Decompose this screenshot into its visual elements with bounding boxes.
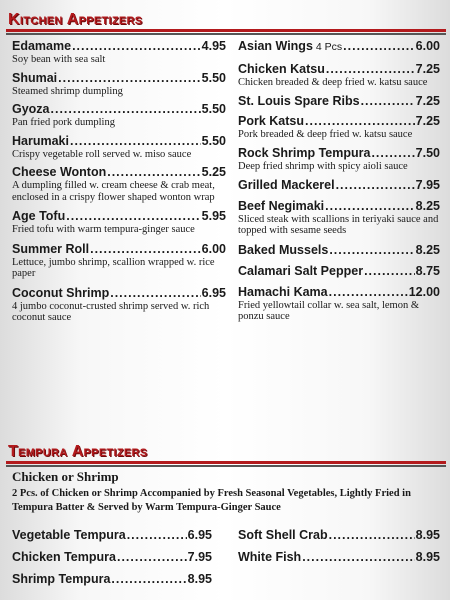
dot-leader xyxy=(127,528,187,543)
menu-item-row xyxy=(238,114,440,129)
menu-item-price: 7.25 xyxy=(415,113,440,128)
menu-item-row xyxy=(12,39,226,54)
menu-item-name xyxy=(238,550,301,565)
dot-leader xyxy=(371,146,414,161)
menu-item xyxy=(12,102,226,129)
kitchen-left-column xyxy=(12,39,226,324)
menu-item-name-text: Coconut Shrimp xyxy=(12,285,110,300)
menu-item xyxy=(12,39,226,66)
menu-item-price: 8.95 xyxy=(187,572,212,586)
menu-item-name xyxy=(238,114,304,129)
menu-item-name xyxy=(12,242,89,257)
menu-item-price: 5.50 xyxy=(201,70,226,85)
menu-item-name xyxy=(12,102,50,117)
menu-item-name-text: Soft Shell Crab xyxy=(238,528,328,542)
menu-item-price: 7.50 xyxy=(415,146,440,160)
menu-item-description: Crispy vegetable roll served w. miso sauce xyxy=(12,148,192,160)
menu-item-price: 7.95 xyxy=(415,177,440,192)
menu-item xyxy=(238,94,440,109)
kitchen-appetizers-header xyxy=(6,8,446,32)
menu-item-name-text: Asian Wings xyxy=(238,39,313,53)
menu-item-name-text: Hamachi Kama xyxy=(238,284,328,299)
menu-item-name-text: Shumai xyxy=(12,70,58,85)
dot-leader xyxy=(329,528,415,543)
dot-leader xyxy=(90,242,201,257)
menu-item-price: 6.00 xyxy=(415,39,440,53)
menu-item-row xyxy=(12,528,212,543)
menu-item xyxy=(238,39,440,55)
menu-item xyxy=(238,528,440,543)
menu-item-name-text: Baked Mussels xyxy=(238,242,329,257)
menu-item-name xyxy=(12,286,109,301)
menu-item xyxy=(12,242,226,280)
menu-item xyxy=(238,199,440,237)
menu-item-row xyxy=(12,286,226,301)
menu-item-description: Fried tofu with warm tempura-ginger sauce xyxy=(12,224,195,235)
menu-item-row xyxy=(238,146,440,161)
dot-leader xyxy=(326,62,415,77)
menu-item-price: 5.25 xyxy=(201,165,226,179)
menu-item-price: 6.95 xyxy=(187,528,212,542)
menu-item-name xyxy=(238,39,342,55)
dot-leader xyxy=(325,199,415,214)
menu-item-price: 5.50 xyxy=(201,133,226,148)
dot-leader xyxy=(110,286,200,301)
dot-leader xyxy=(111,572,186,587)
menu-item-name-text: Harumaki xyxy=(12,133,69,148)
menu-item xyxy=(238,114,440,141)
menu-item xyxy=(238,146,440,173)
menu-item-row xyxy=(238,528,440,543)
dot-leader xyxy=(117,550,187,565)
menu-item-description: Fried yellowtail collar w. sea salt, lemon & ponzu sauce xyxy=(238,299,419,322)
menu-item-row xyxy=(12,209,226,224)
menu-item xyxy=(238,285,440,323)
menu-item xyxy=(12,550,212,565)
menu-item-name xyxy=(12,572,110,587)
menu-item-name-text: Gyoza xyxy=(12,102,50,116)
menu-item-name-text: Calamari Salt Pepper xyxy=(238,263,364,278)
menu-item-price: 5.95 xyxy=(201,209,226,223)
dot-leader xyxy=(361,94,415,109)
menu-item-name-text: Rock Shrimp Tempura xyxy=(238,146,371,160)
menu-item-description: Pork breaded & deep fried w. katsu sauce xyxy=(238,128,413,140)
menu-item-name-text: St. Louis Spare Ribs xyxy=(238,93,360,108)
menu-item-name-text: Edamame xyxy=(12,39,72,53)
tempura-appetizers-header xyxy=(6,440,446,464)
menu-item xyxy=(12,134,226,161)
menu-item-description: A dumpling filled w. cream cheese & crab meat, enclosed in a crispy flower shaped wonton wrap xyxy=(12,180,215,203)
menu-item-name xyxy=(238,199,324,214)
header-rule-shadow xyxy=(6,33,446,35)
menu-item-price: 6.95 xyxy=(201,285,226,300)
dot-leader xyxy=(364,264,415,279)
menu-item-name xyxy=(12,528,126,543)
menu-item-row xyxy=(238,62,440,77)
menu-item xyxy=(238,243,440,258)
menu-item-name xyxy=(238,528,328,543)
menu-item-name-text: Grilled Mackerel xyxy=(238,177,335,192)
menu-item-price: 8.25 xyxy=(415,242,440,257)
menu-item-row xyxy=(12,550,212,565)
menu-item-description: Chicken breaded & deep fried w. katsu sauce xyxy=(238,77,428,88)
menu-item xyxy=(12,165,226,203)
dot-leader xyxy=(51,102,201,117)
menu-item-row xyxy=(12,572,212,587)
header-rule xyxy=(6,461,446,464)
tempura-explanation: 2 Pcs. of Chicken or Shrimp Accompanied by Fresh Seasonal Vegetables, Lightly Fried in Tempura Batter & Served by Warm Tempura-Ginger Sauce xyxy=(12,488,411,513)
menu-item xyxy=(238,62,440,89)
menu-item xyxy=(238,178,440,193)
menu-item-price: 8.25 xyxy=(415,198,440,213)
menu-item-row xyxy=(12,165,226,180)
header-rule xyxy=(6,29,446,32)
menu-item-price: 8.95 xyxy=(415,550,440,564)
menu-item-price: 12.00 xyxy=(408,284,440,299)
menu-item-name xyxy=(238,178,335,193)
tempura-appetizers-title: Tempura Appetizers xyxy=(8,443,148,460)
menu-item-name-text: Vegetable Tempura xyxy=(12,528,126,542)
menu-item xyxy=(12,528,212,543)
menu-item-row xyxy=(12,71,226,86)
menu-item-row xyxy=(238,243,440,258)
menu-item-row xyxy=(12,242,226,257)
header-rule-shadow xyxy=(6,465,446,467)
menu-item-row xyxy=(238,285,440,300)
menu-item-row xyxy=(238,39,440,55)
menu-item-row xyxy=(238,178,440,193)
dot-leader xyxy=(66,209,200,224)
menu-item-description: Soy bean with sea salt xyxy=(12,54,106,65)
dot-leader xyxy=(107,165,200,180)
tempura-subtitle: Chicken or Shrimp xyxy=(12,469,119,484)
menu-item-name-text: Age Tofu xyxy=(12,209,66,223)
menu-item-name-text: Shrimp Tempura xyxy=(12,572,111,586)
menu-item-note: 4 Pcs xyxy=(315,41,343,53)
menu-item-row xyxy=(238,94,440,109)
menu-item-row xyxy=(12,134,226,149)
menu-item-name xyxy=(12,165,106,180)
dot-leader xyxy=(70,134,201,149)
menu-item-name xyxy=(12,71,57,86)
menu-item-name xyxy=(238,243,328,258)
dot-leader xyxy=(343,39,414,54)
tempura-left-column xyxy=(12,528,212,594)
menu-item-price: 8.75 xyxy=(415,263,440,278)
menu-item-name-text: Chicken Katsu xyxy=(238,62,325,76)
menu-item-price: 5.50 xyxy=(201,102,226,116)
dot-leader xyxy=(58,71,201,86)
menu-item-row xyxy=(238,199,440,214)
dot-leader xyxy=(329,243,414,258)
dot-leader xyxy=(336,178,415,193)
kitchen-appetizers-title: Kitchen Appetizers xyxy=(8,11,143,28)
menu-item-name xyxy=(238,285,328,300)
menu-item-price: 4.95 xyxy=(201,39,226,53)
menu-item-price: 8.95 xyxy=(415,528,440,542)
menu-item-price: 7.25 xyxy=(415,93,440,108)
tempura-intro xyxy=(12,469,442,515)
menu-item-row xyxy=(12,102,226,117)
menu-item-row xyxy=(238,550,440,565)
menu-item xyxy=(12,572,212,587)
menu-item xyxy=(12,71,226,98)
menu-item-name xyxy=(238,146,370,161)
menu-item-description: Sliced steak with scallions in teriyaki sauce and topped with sesame seeds xyxy=(238,213,439,236)
dot-leader xyxy=(329,285,408,300)
dot-leader xyxy=(302,550,414,565)
menu-item-name-text: Cheese Wonton xyxy=(12,165,107,179)
menu-item-name-text: Summer Roll xyxy=(12,241,90,256)
menu-item-row xyxy=(238,264,440,279)
menu-item-name xyxy=(238,62,325,77)
menu-item-price: 7.95 xyxy=(187,550,212,564)
menu-item-price: 7.25 xyxy=(415,62,440,76)
menu-item-name xyxy=(12,134,69,149)
kitchen-right-column xyxy=(238,39,440,323)
menu-item-name-text: Chicken Tempura xyxy=(12,550,116,564)
menu-item xyxy=(238,264,440,279)
menu-item-name-text: Pork Katsu xyxy=(238,113,304,128)
menu-item-name xyxy=(12,209,65,224)
tempura-right-column xyxy=(238,528,440,572)
menu-item-description: Deep fried shrimp with spicy aioli sauce xyxy=(238,161,408,172)
menu-item-name-text: White Fish xyxy=(238,550,302,564)
menu-item-name xyxy=(238,94,360,109)
menu-item-name xyxy=(12,39,71,54)
menu-item xyxy=(238,550,440,565)
menu-item-description: Pan fried pork dumpling xyxy=(12,117,115,128)
menu-item xyxy=(12,286,226,324)
menu-item-description: Steamed shrimp dumpling xyxy=(12,85,123,97)
menu-item-description: 4 jumbo coconut-crusted shrimp served w. rich coconut sauce xyxy=(12,300,210,323)
menu-item-name-text: Beef Negimaki xyxy=(238,198,325,213)
dot-leader xyxy=(72,39,201,54)
menu-item xyxy=(12,209,226,236)
dot-leader xyxy=(305,114,415,129)
menu-item-name xyxy=(12,550,116,565)
menu-item-description: Lettuce, jumbo shrimp, scallion wrapped w. rice paper xyxy=(12,256,215,279)
menu-item-price: 6.00 xyxy=(201,241,226,256)
menu-item-name xyxy=(238,264,363,279)
